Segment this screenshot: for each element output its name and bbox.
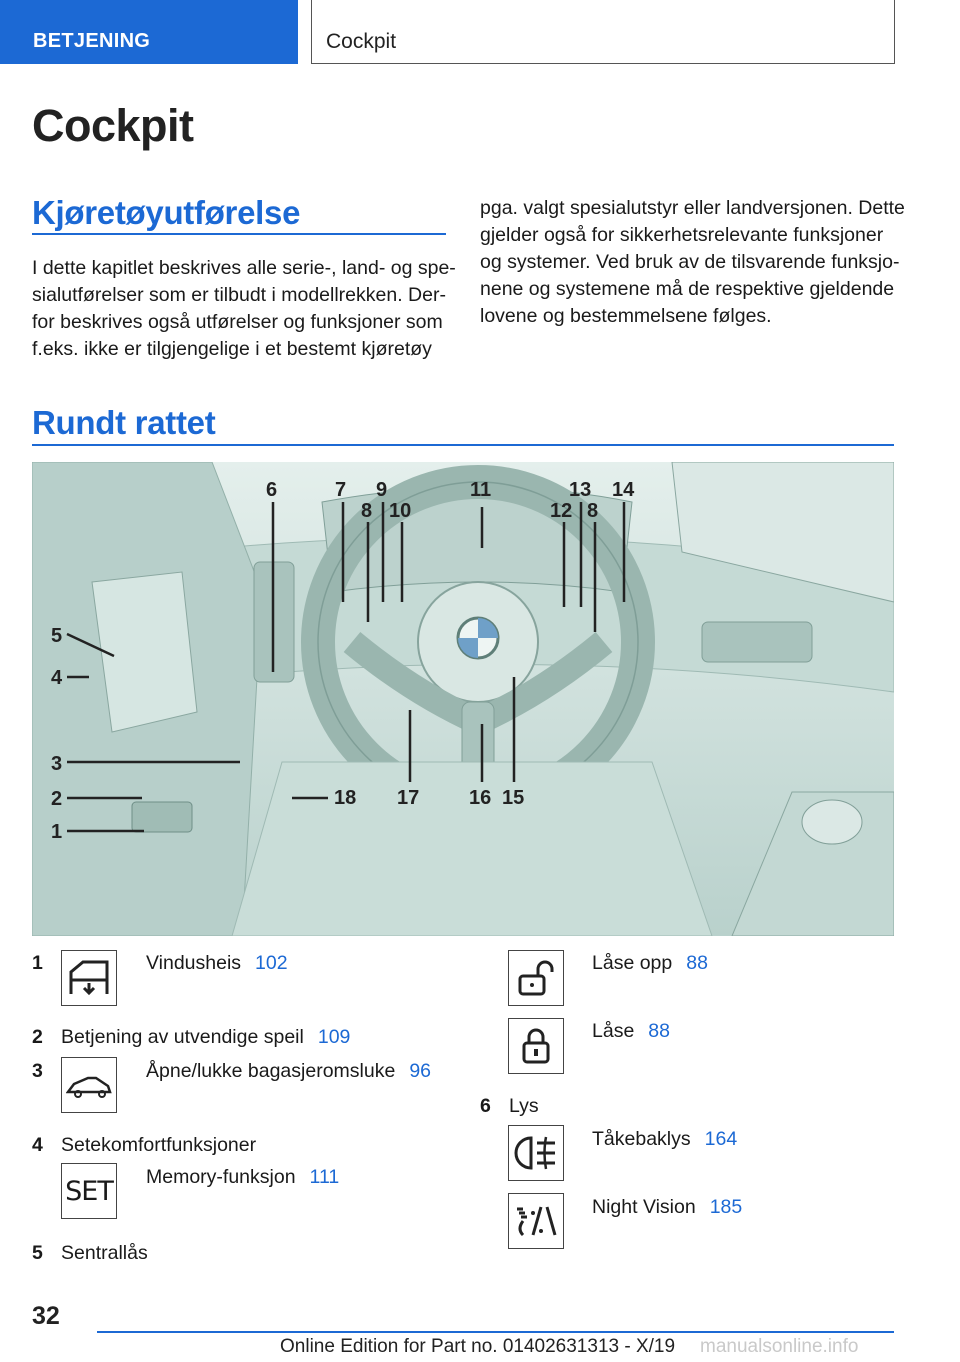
section-heading-steering: Rundt rattet (32, 404, 216, 441)
callout-11: 11 (470, 479, 492, 501)
section-heading-design: Kjøretøyutførelse (32, 194, 301, 231)
callout-8-right: 8 (587, 500, 599, 522)
callout-2: 2 (51, 788, 63, 810)
legend-label: Låse (592, 1020, 635, 1042)
callout-10: 10 (389, 500, 412, 522)
section-label: BETJENING (33, 30, 151, 52)
callout-12: 12 (550, 500, 573, 522)
legend-item-rear-fog (592, 1128, 737, 1151)
page-title: Cockpit (32, 100, 194, 151)
legend-number: 4 (32, 1134, 43, 1156)
night-vision-icon (508, 1193, 564, 1249)
legend-item-mirrors (61, 1026, 350, 1049)
text-line: lovene og bestemmelsene følges. (480, 305, 772, 327)
page-ref-link[interactable]: 109 (317, 1026, 351, 1048)
footer-edition: Online Edition for Part no. 01402631313 - X/19 (280, 1336, 676, 1357)
legend-label: Memory-funksjon (146, 1166, 296, 1188)
legend-label: Lys (509, 1095, 539, 1117)
cockpit-drawing (32, 462, 894, 936)
callout-7: 7 (335, 479, 347, 501)
rear-fog-light-icon (508, 1125, 564, 1181)
footer-rule (97, 1331, 894, 1333)
page-ref-link[interactable]: 88 (686, 952, 708, 974)
legend-number: 3 (32, 1060, 43, 1082)
callout-15: 15 (502, 787, 525, 809)
text-line: for beskrives også utførelser og funksjoner som (32, 311, 443, 333)
callout-6: 6 (266, 479, 278, 501)
legend-item-lock (592, 1020, 670, 1043)
legend-number: 2 (32, 1026, 43, 1048)
set-icon-text: SET (65, 1175, 113, 1207)
callout-1: 1 (51, 821, 63, 843)
legend-label: Tåkebaklys (592, 1128, 691, 1150)
callout-8-left: 8 (361, 500, 373, 522)
set-icon (61, 1163, 117, 1219)
section-rule (32, 444, 894, 446)
chapter-label: Cockpit (326, 30, 397, 53)
text-line: pga. valgt spesialutstyr eller landversjonen. Dette (480, 197, 905, 219)
callout-17: 17 (397, 787, 420, 809)
callout-13: 13 (569, 479, 592, 501)
page-ref-link[interactable]: 111 (309, 1166, 340, 1188)
legend-item-unlock (592, 952, 708, 975)
legend-item-seat-comfort (61, 1134, 256, 1157)
callout-5: 5 (51, 625, 63, 647)
callout-16: 16 (469, 787, 492, 809)
legend-item-night-vision (592, 1196, 742, 1219)
legend-item-memory (146, 1166, 339, 1189)
text-line: nene og systemene må de respektive gjeldende (480, 278, 895, 300)
callout-14: 14 (612, 479, 635, 501)
legend-item-lights (509, 1095, 539, 1118)
legend-label: Night Vision (592, 1196, 696, 1218)
page-ref-link[interactable]: 164 (704, 1128, 738, 1150)
chapter-header (311, 0, 895, 64)
section-rule (32, 233, 446, 235)
legend-label: Sentrallås (61, 1242, 148, 1264)
text-line: og systemer. Ved bruk av de tilsvarende funksjo- (480, 251, 900, 273)
legend-number: 5 (32, 1242, 43, 1264)
tailgate-icon (61, 1057, 117, 1113)
intro-paragraph-col2 (480, 195, 905, 330)
text-line: sialutførelser som er tilbudt i modellrekken. Der- (32, 284, 446, 306)
legend-label: Setekomfortfunksjoner (61, 1134, 257, 1156)
page-ref-link[interactable]: 102 (255, 952, 288, 974)
page-ref-link[interactable]: 185 (709, 1196, 743, 1218)
section-tab (0, 0, 298, 64)
legend-item-central-lock (61, 1242, 148, 1265)
legend-item-tailgate (146, 1060, 431, 1083)
callout-4: 4 (51, 667, 63, 689)
legend-item-window-lift (146, 952, 288, 975)
legend-label: Åpne/lukke bagasjeromsluke (146, 1060, 396, 1082)
cockpit-illustration (32, 462, 894, 936)
page-ref-link[interactable]: 96 (409, 1060, 432, 1082)
page-number: 32 (32, 1302, 60, 1330)
callout-18: 18 (334, 787, 357, 809)
legend-label: Betjening av utvendige speil (61, 1026, 304, 1048)
legend-number: 6 (480, 1095, 491, 1117)
text-line: gjelder også for sikkerhetsrelevante funksjoner (480, 224, 884, 246)
legend-number: 1 (32, 952, 43, 974)
legend-label: Vindusheis (146, 952, 242, 974)
legend-label: Låse opp (592, 952, 673, 974)
window-lift-icon (61, 950, 117, 1006)
callout-3: 3 (51, 753, 63, 775)
callout-9: 9 (376, 479, 388, 501)
watermark: manualsonline.info (700, 1336, 859, 1357)
text-line: f.eks. ikke er tilgjengelige i et bestemt kjøretøy (32, 338, 432, 360)
unlock-icon (508, 950, 564, 1006)
lock-icon (508, 1018, 564, 1074)
text-line: I dette kapitlet beskrives alle serie-, land- og spe- (32, 257, 456, 279)
page-ref-link[interactable]: 88 (648, 1020, 670, 1042)
intro-paragraph-col1 (32, 255, 456, 363)
